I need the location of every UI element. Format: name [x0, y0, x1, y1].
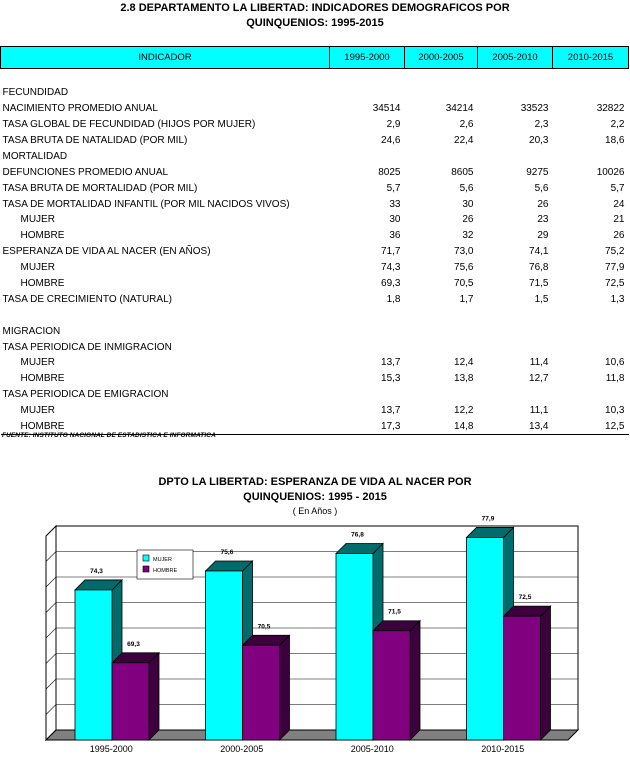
data-label-hombre: 69,3	[127, 640, 140, 648]
bar-side-hombre	[280, 635, 290, 740]
row-value: 21	[613, 214, 625, 226]
legend-box	[137, 550, 193, 579]
row-value: 2,3	[534, 119, 549, 131]
row-value: 26	[537, 198, 549, 210]
row-value	[405, 387, 478, 403]
table-row	[1, 307, 629, 323]
row-value: 13,7	[381, 357, 401, 369]
row-value: 72,5	[605, 278, 625, 290]
row-value	[478, 69, 553, 85]
row-value: 74,3	[381, 262, 401, 274]
bar-mujer	[467, 537, 504, 740]
row-value: 76,8	[529, 262, 549, 274]
legend-label-hombre: HOMBRE	[153, 568, 178, 574]
table-body	[1, 69, 629, 435]
header-period-4: 2010-2015	[553, 47, 629, 69]
x-tick-label: 2005-2010	[350, 744, 394, 754]
table-row	[1, 339, 629, 355]
row-value: 5,7	[386, 182, 401, 194]
table-row	[1, 212, 629, 228]
row-label: HOMBRE	[20, 230, 65, 242]
table-row	[1, 101, 629, 117]
row-label: HOMBRE	[1, 419, 330, 435]
row-value: 17,3	[330, 419, 405, 435]
row-value	[478, 148, 553, 164]
row-label: DEFUNCIONES PROMEDIO ANUAL	[2, 166, 169, 178]
data-label-mujer: 77,9	[481, 515, 495, 523]
table-header-row	[1, 47, 629, 69]
row-label: TASA DE MORTALIDAD INFANTIL (POR MIL NACIDOS VIVOS)	[2, 198, 290, 210]
row-label	[1, 69, 330, 85]
row-label: TASA BRUTA DE MORTALIDAD (POR MIL)	[2, 182, 198, 194]
bar-side-hombre	[149, 653, 159, 740]
source-note: FUENTE: INSTITUTO NACIONAL DE ESTADISTICA E INFORMATICA	[2, 432, 216, 439]
row-value	[553, 339, 629, 355]
table-row	[1, 323, 629, 339]
row-value: 23	[537, 214, 549, 226]
header-period-3: 2005-2010	[478, 47, 553, 69]
x-tick-label: 2000-2005	[220, 744, 264, 754]
row-label: MORTALIDAD	[2, 150, 68, 162]
row-value	[478, 387, 553, 403]
table-row	[1, 276, 629, 292]
row-value: 11,8	[605, 373, 625, 385]
table-row	[1, 371, 629, 387]
row-value: 32	[462, 230, 474, 242]
row-value: 36	[389, 230, 401, 242]
row-value: 20,3	[529, 135, 549, 146]
chart-title	[0, 475, 630, 505]
row-value: 12,5	[553, 419, 629, 435]
row-value: 29	[537, 230, 549, 242]
data-label-mujer: 74,3	[90, 567, 103, 575]
row-value: 13,8	[454, 373, 474, 385]
row-value	[405, 323, 478, 339]
row-label: FECUNDIDAD	[2, 87, 69, 99]
row-value: 8025	[378, 166, 401, 178]
table-row	[1, 228, 629, 244]
row-value: 1,5	[534, 293, 549, 305]
row-value: 26	[462, 214, 474, 226]
row-value: 1,8	[386, 293, 401, 305]
row-value: 5,7	[610, 182, 625, 194]
row-label: MUJER	[20, 262, 55, 274]
row-value	[405, 85, 478, 101]
data-label-mujer: 76,8	[351, 531, 364, 539]
row-value	[553, 148, 629, 164]
row-value	[330, 323, 405, 339]
table-title-line1: 2.8 DEPARTAMENTO LA LIBERTAD: INDICADORES DEMOGRAFICOS POR	[120, 2, 510, 14]
row-label: MUJER	[20, 405, 55, 417]
table-row	[1, 133, 629, 149]
x-tick-label: 1995-2000	[89, 744, 133, 754]
row-label: TASA BRUTA DE NATALIDAD (POR MIL)	[2, 135, 188, 146]
table-row	[1, 291, 629, 307]
row-value	[405, 69, 478, 85]
row-value: 71,5	[529, 278, 549, 290]
table-row	[1, 387, 629, 403]
row-label: TASA GLOBAL DE FECUNDIDAD (HIJOS POR MUJER)	[2, 119, 256, 131]
table-row	[1, 355, 629, 371]
data-label-hombre: 70,5	[257, 623, 271, 631]
legend-swatch-hombre	[143, 566, 149, 572]
row-value: 10,3	[605, 405, 625, 417]
table-row	[1, 148, 629, 164]
row-value: 1,7	[459, 293, 474, 305]
row-value: 75,2	[605, 246, 625, 258]
row-value: 12,2	[454, 405, 474, 417]
row-value: 2,2	[610, 119, 625, 131]
row-value: 13,4	[478, 419, 553, 435]
table-row	[1, 69, 629, 85]
row-value: 33523	[520, 103, 549, 115]
chart-subtitle: ( En Años )	[292, 506, 338, 516]
row-label: MUJER	[20, 214, 55, 226]
bar-hombre	[112, 663, 149, 740]
table-row	[1, 164, 629, 180]
bar-hombre	[373, 631, 410, 740]
data-label-hombre: 71,5	[388, 608, 401, 616]
table-row	[1, 180, 629, 196]
row-value: 74,1	[529, 246, 549, 258]
row-value: 10026	[596, 166, 625, 178]
legend-swatch-mujer	[143, 555, 149, 561]
row-value: 8605	[451, 166, 474, 178]
row-label: ESPERANZA DE VIDA AL NACER (EN AÑOS)	[2, 246, 211, 258]
row-value: 11,4	[529, 357, 549, 369]
row-value	[553, 85, 629, 101]
row-value: 2,9	[386, 119, 401, 131]
row-value	[330, 148, 405, 164]
row-value	[405, 148, 478, 164]
row-value	[478, 323, 553, 339]
chart-title-line2: QUINQUENIOS: 1995 - 2015	[243, 491, 387, 503]
row-value: 32822	[596, 103, 625, 115]
row-value: 13,7	[381, 405, 401, 417]
row-value: 24	[613, 198, 625, 210]
row-label: MUJER	[20, 357, 55, 369]
table-row	[1, 85, 629, 101]
row-value: 71,7	[381, 246, 401, 258]
row-value	[405, 339, 478, 355]
row-value	[553, 307, 629, 323]
row-value: 15,3	[381, 373, 401, 385]
row-value	[478, 85, 553, 101]
row-value: 24,6	[381, 135, 401, 146]
bar-mujer	[206, 571, 243, 740]
row-value	[330, 69, 405, 85]
row-value: 70,5	[454, 278, 474, 290]
row-value: 5,6	[459, 182, 474, 194]
data-label-mujer: 75,6	[220, 548, 234, 556]
row-value: 34214	[445, 103, 474, 115]
row-value: 1,3	[610, 293, 625, 305]
row-value: 22,4	[454, 135, 474, 146]
bar-side-hombre	[410, 621, 420, 740]
bar-hombre	[243, 645, 280, 740]
row-label: TASA PERIODICA DE INMIGRACION	[2, 341, 172, 353]
row-value: 11,1	[529, 405, 549, 417]
header-period-1: 1995-2000	[330, 47, 405, 69]
header-period-2: 2000-2005	[405, 47, 478, 69]
row-value: 33	[389, 198, 401, 210]
row-label: TASA PERIODICA DE EMIGRACION	[2, 389, 169, 401]
row-value: 18,6	[605, 135, 625, 146]
row-value	[553, 323, 629, 339]
row-label: HOMBRE	[20, 373, 65, 385]
row-value	[330, 387, 405, 403]
row-value: 12,4	[454, 357, 474, 369]
row-value: 26	[613, 230, 625, 242]
row-value: 5,6	[534, 182, 549, 194]
row-value: 34514	[372, 103, 401, 115]
row-value: 73,0	[454, 246, 474, 258]
row-label: TASA DE CRECIMIENTO (NATURAL)	[2, 293, 172, 305]
bar-side-hombre	[541, 606, 551, 740]
row-value: 14,8	[405, 419, 478, 435]
header-indicador: INDICADOR	[1, 47, 330, 69]
row-label: HOMBRE	[20, 278, 65, 290]
row-value: 9275	[526, 166, 549, 178]
row-value: 77,9	[605, 262, 625, 274]
row-value: 30	[462, 198, 474, 210]
row-value	[405, 307, 478, 323]
row-value	[478, 307, 553, 323]
life-expectancy-bar-chart	[0, 515, 630, 769]
row-value: 69,3	[381, 278, 401, 290]
table-title-line2: QUINQUENIOS: 1995-2015	[246, 17, 384, 29]
row-value: 10,6	[605, 357, 625, 369]
row-label: MIGRACION	[2, 325, 61, 337]
data-label-hombre: 72,5	[518, 594, 532, 602]
row-label	[1, 307, 330, 323]
row-value: 30	[389, 214, 401, 226]
row-value	[330, 339, 405, 355]
bar-mujer	[75, 590, 112, 740]
table-row	[1, 260, 629, 276]
table-row	[1, 117, 629, 133]
row-value	[478, 339, 553, 355]
row-value	[330, 307, 405, 323]
table-title	[0, 1, 630, 31]
x-tick-label: 2010-2015	[481, 744, 525, 754]
table-row	[1, 196, 629, 212]
row-value: 75,6	[454, 262, 474, 274]
chart-title-line1: DPTO LA LIBERTAD: ESPERANZA DE VIDA AL NACER POR	[158, 476, 472, 488]
row-value: 2,6	[459, 119, 474, 131]
table-row	[1, 244, 629, 260]
row-value: 12,7	[529, 373, 549, 385]
legend-label-mujer: MUJER	[153, 557, 172, 563]
bar-hombre	[504, 616, 541, 740]
bar-mujer	[336, 553, 373, 740]
row-value	[553, 69, 629, 85]
row-label: NACIMIENTO PROMEDIO ANUAL	[2, 103, 158, 115]
indicators-table	[0, 46, 629, 435]
row-value	[553, 387, 629, 403]
row-value	[330, 85, 405, 101]
table-row	[1, 403, 629, 419]
